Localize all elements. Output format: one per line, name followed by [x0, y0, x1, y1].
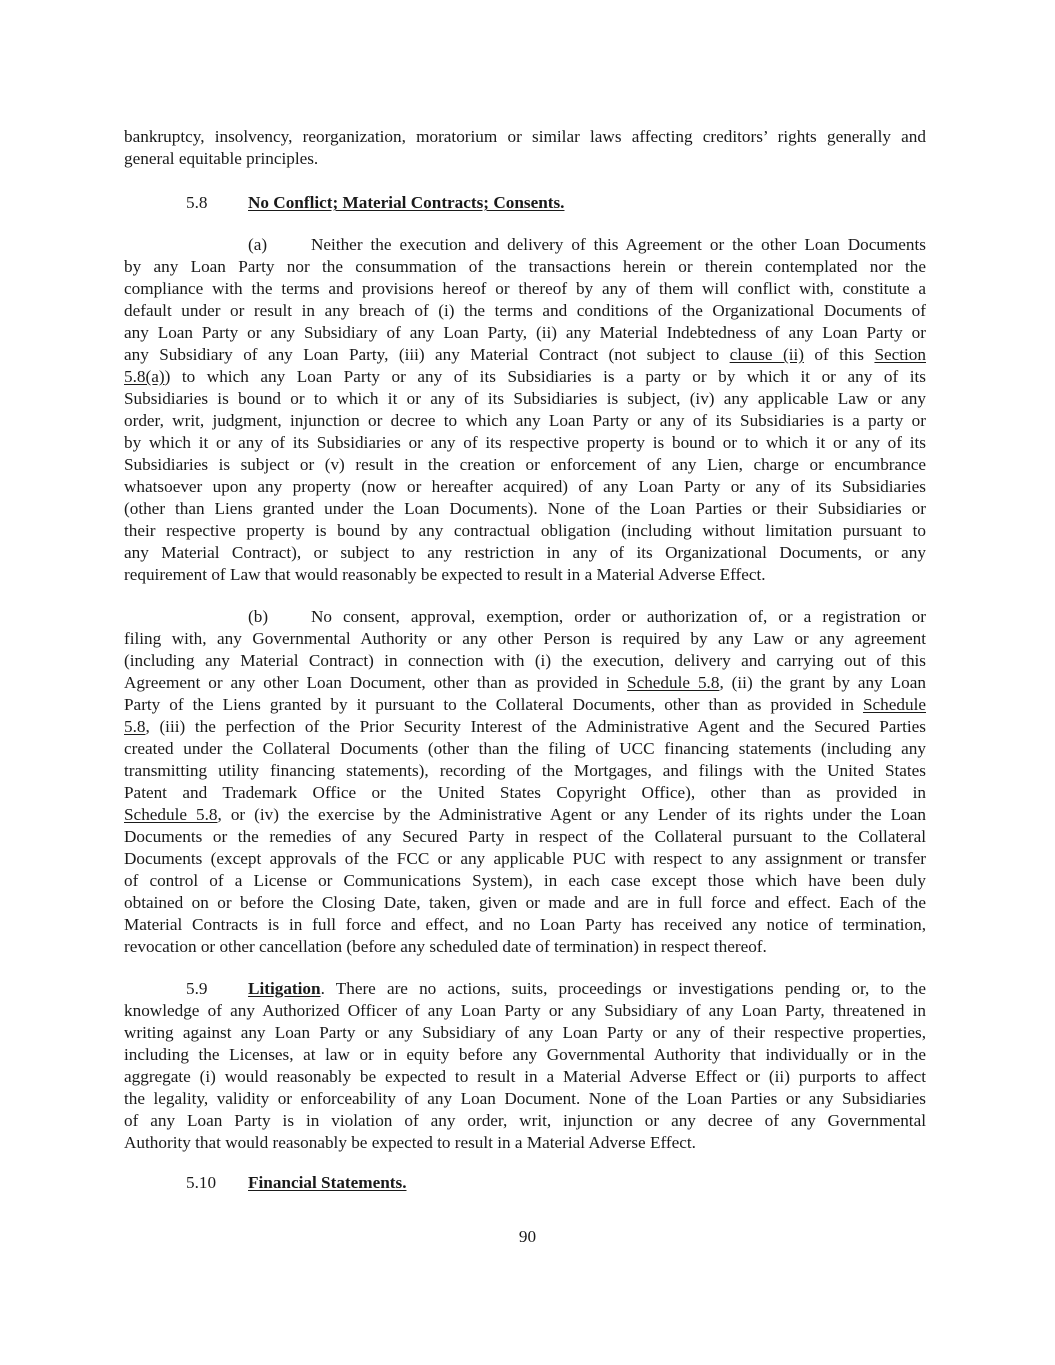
- text-line: 5.8, (iii) the perfection of the Prior Security Interest of the Administrative Agent and the Secured Parties: [124, 717, 926, 736]
- text-line: Subsidiaries is subject or (v) result in the creation or enforcement of any Lien, charge or encumbrance: [124, 455, 926, 474]
- text-line: their respective property is bound by any contractual obligation (including without limitation pursuant to: [124, 521, 926, 540]
- text-line: filing with, any Governmental Authority or any other Person is required by any Law or any agreement: [124, 629, 926, 648]
- schedule-link[interactable]: Schedule: [862, 695, 926, 714]
- text-line: default under or result in any breach of (i) the terms and conditions of the Organizational Documents of: [124, 301, 926, 320]
- paragraph-body: [124, 1000, 926, 1154]
- section-number: 5.9: [186, 979, 208, 998]
- text-line: transmitting utility financing statements), recording of the Mortgages, and filings with the United States: [124, 761, 926, 780]
- text-line: revocation or other cancellation (before any scheduled date of termination) in respect thereof.: [124, 937, 767, 956]
- text-line: Schedule 5.8, or (iv) the exercise by the Administrative Agent or any Lender of its rights under the Loan: [124, 805, 926, 824]
- text-line: bankruptcy, insolvency, reorganization, moratorium or similar laws affecting creditors’ rights generally and: [124, 127, 926, 146]
- text-line: Litigation. There are no actions, suits, proceedings or investigations pending or, to the: [248, 979, 926, 998]
- text-line: of any Loan Party is in violation of any order, writ, injunction or any decree of any Governmental: [124, 1111, 926, 1130]
- text-line: any Loan Party or any Subsidiary of any Loan Party, (ii) any Material Indebtedness of any Loan Party or: [124, 323, 926, 342]
- text-line: whatsoever upon any property (now or hereafter acquired) of any Loan Party or any of its Subsidiaries: [124, 477, 926, 496]
- text-line: including the Licenses, at law or in equity before any Governmental Authority that individually or in the: [124, 1045, 926, 1064]
- paragraph-label: (a): [248, 235, 268, 254]
- text-line: by which it or any of its Subsidiaries or any of its respective property is bound or to which it or any of its: [124, 433, 926, 452]
- text-line: any Material Contract), or subject to any restriction in any of its Organizational Documents, or any: [124, 543, 926, 562]
- section-number: 5.10: [186, 1173, 217, 1192]
- text-line: No consent, approval, exemption, order or authorization of, or a registration or: [311, 607, 926, 626]
- text-line: (other than Liens granted under the Loan Documents). None of the Loan Parties or their Subsidiaries or: [124, 499, 926, 518]
- text-line: order, writ, judgment, injunction or decree to which any Loan Party or any of its Subsidiaries is a party or: [124, 411, 926, 430]
- text-line: of control of a License or Communications System), in each case except those which have been duly: [124, 871, 926, 890]
- schedule-5-8-link[interactable]: Schedule 5.8: [124, 805, 218, 824]
- section-title: Litigation: [248, 979, 321, 998]
- text-line: Party of the Liens granted by it pursuant to the Collateral Documents, other than as provided in Schedule: [124, 695, 926, 714]
- text-line: any Subsidiary of any Loan Party, (iii) any Material Contract (not subject to clause (ii) of this Section: [124, 345, 926, 364]
- paragraph-body: [124, 256, 926, 586]
- schedule-5-8-link[interactable]: 5.8: [124, 717, 146, 736]
- text-line: (including any Material Contract) in connection with (i) the execution, delivery and carrying out of this: [124, 651, 926, 670]
- text-line: Neither the execution and delivery of this Agreement or the other Loan Documents: [311, 235, 926, 254]
- section-number: 5.8: [186, 193, 208, 212]
- text-line: created under the Collateral Documents (other than the filing of UCC financing statements (including any: [124, 739, 926, 758]
- text-line: knowledge of any Authorized Officer of any Loan Party or any Subsidiary of any Loan Party, threatened in: [124, 1001, 926, 1020]
- text-line: by any Loan Party nor the consummation of the transactions herein or therein contemplated nor the: [124, 257, 926, 276]
- section-5-8-a-link[interactable]: 5.8(a): [124, 367, 165, 386]
- text-line: Material Contracts is in full force and effect, and no Loan Party has received any notice of termination,: [124, 915, 926, 934]
- text-line: the legality, validity or enforceability of any Loan Document. None of the Loan Parties or any Subsidiaries: [124, 1089, 926, 1108]
- text-line: Agreement or any other Loan Document, other than as provided in Schedule 5.8, (ii) the grant by any Loan: [124, 673, 926, 692]
- section-link[interactable]: Section: [874, 345, 926, 364]
- text-line: obtained on or before the Closing Date, taken, given or made and are in full force and effect. Each of the: [124, 893, 926, 912]
- page-number: 90: [518, 1227, 537, 1246]
- schedule-5-8-link[interactable]: Schedule 5.8: [627, 673, 720, 692]
- text-line: Documents or the remedies of any Secured Party in respect of the Collateral pursuant to the Collateral: [124, 827, 926, 846]
- clause-ii-link[interactable]: clause (ii): [729, 345, 804, 364]
- text-line: aggregate (i) would reasonably be expected to result in a Material Adverse Effect or (ii) purports to affect: [124, 1067, 926, 1086]
- text-line: Authority that would reasonably be expected to result in a Material Adverse Effect.: [124, 1133, 696, 1152]
- text-line: Documents (except approvals of the FCC or any applicable PUC with respect to any assignment or transfer: [124, 849, 926, 868]
- text-line: general equitable principles.: [124, 149, 319, 168]
- text-line: 5.8(a)) to which any Loan Party or any of its Subsidiaries is a party or by which it or any of its: [124, 367, 926, 386]
- section-title: No Conflict; Material Contracts; Consents.: [248, 193, 565, 212]
- text-line: Subsidiaries is bound or to which it or any of its Subsidiaries is subject, (iv) any applicable Law or any: [124, 389, 926, 408]
- text-line: requirement of Law that would reasonably be expected to result in a Material Adverse Effect.: [124, 565, 766, 584]
- text-line: Patent and Trademark Office or the United States Copyright Office), other than as provided in: [124, 783, 926, 802]
- section-title: Financial Statements.: [248, 1173, 407, 1192]
- text-line: compliance with the terms and provisions hereof or thereof by any of them will conflict with, constitute a: [124, 279, 926, 298]
- carryover-paragraph: [124, 126, 926, 170]
- text-line: writing against any Loan Party or any Subsidiary of any Loan Party or any of their respective properties,: [124, 1023, 926, 1042]
- paragraph-label: (b): [248, 607, 269, 626]
- paragraph-body: [124, 628, 926, 958]
